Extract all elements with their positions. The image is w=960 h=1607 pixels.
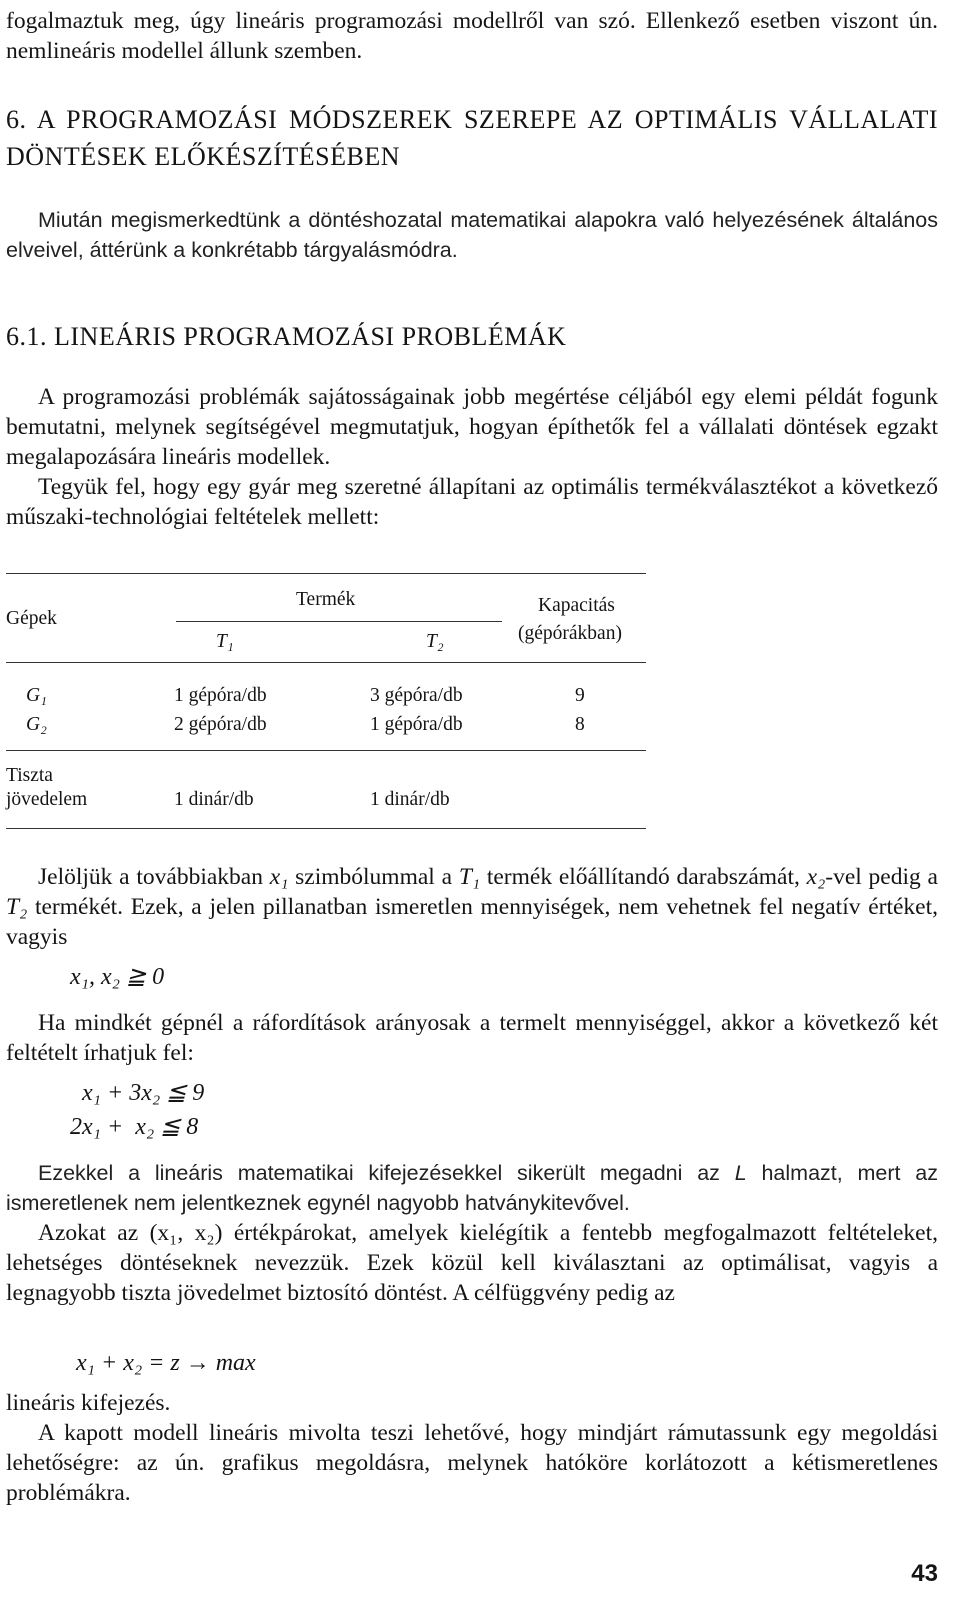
table-header-capacity: Kapacitás [538, 595, 615, 616]
intro-paragraph: fogalmaztuk meg, úgy lineáris programozási modellről van szó. Ellenkező esetben viszont ún. nemlineáris modellel állunk szemben. [6, 8, 938, 64]
table-product-rule [176, 621, 502, 622]
table-income-label: jövedelem [6, 789, 88, 810]
section-6-heading: 6. A PROGRAMOZÁSI MÓDSZEREK SZEREPE AZ OPTIMÁLIS VÁLLALATI DÖNTÉSEK ELŐKÉSZÍTÉSÉBEN [6, 105, 938, 171]
constraint-intro-paragraph: Ha mindkét gépnél a ráfordítások arányosak a termelt mennyiséggel, akkor a következő két feltételt írhatjuk fel: [6, 1010, 938, 1066]
table-row-capacity: 8 [575, 714, 585, 735]
linear-set-paragraph: Ezekkel a lineáris matematikai kifejezésekkel sikerült megadni az L halmazt, mert az ismeretlenek nem jelentkeznek egynél nagyobb hatványkitevővel. [6, 1161, 939, 1215]
feasible-paragraph: Azokat az (x₁, x₂) értékpárokat, amelyek kielégítik a fentebb megfogalmazott feltételeket, lehetséges döntéseknek nevezzük. Ezek közül kell kiválasztani az optimálisat, vagyis a legnagyobb tiszta jövedelmet biztosító döntést. A célfüggvény pedig az [6, 1220, 938, 1306]
nonnegativity-equation: x₁, x₂ ≧ 0 [70, 964, 165, 990]
table-mid-rule [6, 750, 646, 751]
table-row-machine: G₂ [26, 714, 47, 735]
table-bottom-rule [6, 828, 646, 829]
table-row-t1: 2 gépóra/db [174, 714, 267, 735]
table-row-machine: G₁ [26, 685, 47, 706]
table-top-rule [6, 573, 646, 574]
table-row-t1: 1 gépóra/db [174, 685, 267, 706]
section-6-paragraph: Miután megismerkedtünk a döntéshozatal matematikai alapokra való helyezésének általános elveivel, áttérünk a konkrétabb tárgyalásmódra. [6, 208, 938, 262]
section-6-1-paragraph-1: A programozási problémák sajátosságainak jobb megértése céljából egy elemi példát fogunk bemutatni, melynek segítségével megmutatjuk, hogyan építhetők fel a vállalati döntések egzakt megalapozására lineáris modellek. [6, 384, 938, 470]
objective-equation: x₁ + x₂ = z → max [76, 1350, 256, 1376]
table-header-t1: T₁ [216, 631, 234, 652]
constraint-equation-1: x₁ + 3x₂ ≦ 9 [82, 1080, 205, 1106]
table-header-machines: Gépek [6, 608, 57, 629]
constraint-equation-2: 2x₁ + x₂ ≦ 8 [70, 1114, 199, 1140]
linear-expression-line: lineáris kifejezés. [6, 1390, 171, 1416]
table-row-t2: 1 gépóra/db [370, 714, 463, 735]
table-header-product: Termék [296, 589, 356, 610]
section-6-1-paragraph-2: Tegyük fel, hogy egy gyár meg szeretné állapítani az optimális termékválasztékot a következő műszaki-technológiai feltételek mellett: [6, 474, 938, 530]
table-row-t2: 3 gépóra/db [370, 685, 463, 706]
graphical-solution-paragraph: A kapott modell lineáris mivolta teszi lehetővé, hogy mindjárt rámutassunk egy megoldási lehetőségre: az ún. grafikus megoldásra, melynek hatóköre korlátozott a kétismeretlenes problémákra. [6, 1420, 938, 1506]
table-header-rule [6, 662, 646, 663]
page-number: 43 [911, 1560, 938, 1587]
table-header-capacity-unit: (gépórákban) [518, 623, 622, 644]
table-income-label: Tiszta [6, 765, 53, 786]
definition-paragraph: Jelöljük a továbbiakban x₁ szimbólummal a T₁ termék előállítandó darabszámát, x₂-vel pedig a T₂ termékét. Ezek, a jelen pillanatban ismeretlen mennyiségek, nem vehetnek fel negatív értéket, vagyis [6, 864, 938, 950]
table-income-t1: 1 dinár/db [174, 789, 254, 810]
section-6-1-heading: 6.1. LINEÁRIS PROGRAMOZÁSI PROBLÉMÁK [6, 322, 567, 351]
table-income-t2: 1 dinár/db [370, 789, 450, 810]
table-header-t2: T₂ [426, 631, 444, 652]
table-row-capacity: 9 [575, 685, 585, 706]
